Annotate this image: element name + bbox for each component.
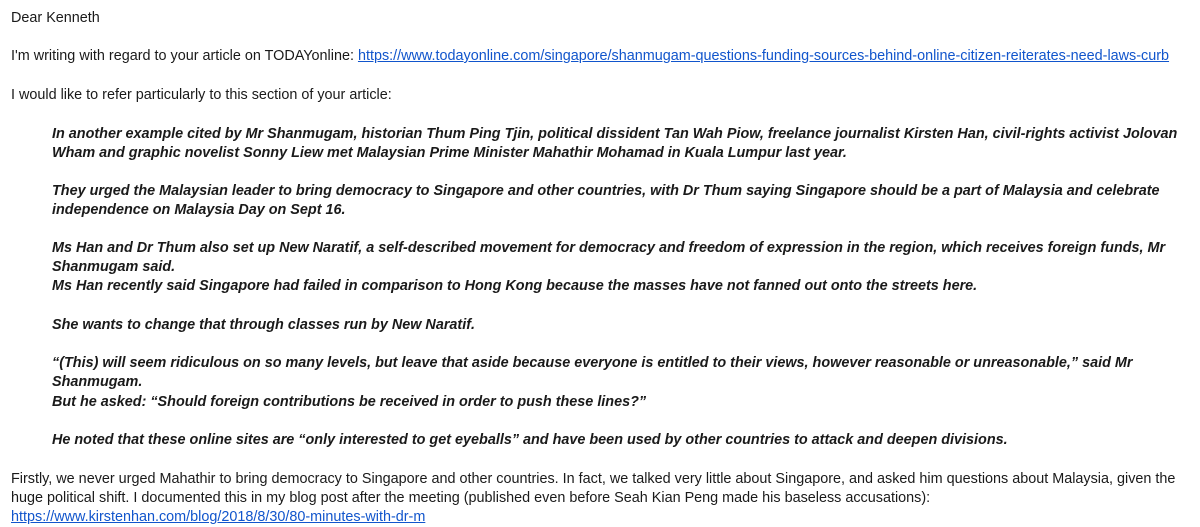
intro-paragraph — [11, 47, 1169, 66]
quote-paragraph-3: Ms Han and Dr Thum also set up New Naratif, a self-described movement for democracy and freedom of expression in the region, which receives foreign funds, Mr Shanmugam said. — [52, 240, 1166, 275]
refer-paragraph: I would like to refer particularly to this section of your article: — [11, 87, 392, 103]
quote-paragraph-2: They urged the Malaysian leader to bring democracy to Singapore and other countries, with Dr Thum saying Singapore should be a part of Malaysia and celebrate independence on Malaysia Day on Sept 16. — [52, 183, 1160, 218]
greeting: Dear Kenneth — [11, 10, 100, 26]
blog-post-link[interactable]: https://www.kirstenhan.com/blog/2018/8/30/80-minutes-with-dr-m — [11, 509, 426, 525]
quote-paragraph-6: “(This) will seem ridiculous on so many levels, but leave that aside because everyone is entitled to their views, however reasonable or unreasonable,” said Mr Shanmugam. — [52, 355, 1133, 390]
quote-paragraph-1: In another example cited by Mr Shanmugam, historian Thum Ping Tjin, political dissident Tan Wah Piow, freelance journalist Kirsten Han, civil-rights activist Jolovan Wham and graphic novelist Sonny Liew met Malaysian Prime Minister Mahathir Mohamad in Kuala Lumpur last year. — [52, 126, 1178, 161]
closing-paragraph — [11, 470, 1196, 527]
quote-paragraph-4: Ms Han recently said Singapore had failed in comparison to Hong Kong because the masses have not fanned out onto the streets here. — [52, 278, 978, 294]
quote-paragraph-5: She wants to change that through classes run by New Naratif. — [52, 317, 476, 333]
quote-paragraph-8: He noted that these online sites are “only interested to get eyeballs” and have been used by other countries to attack and deepen divisions. — [52, 432, 1008, 448]
closing-text: Firstly, we never urged Mahathir to bring democracy to Singapore and other countries. In fact, we talked very little about Singapore, and asked him questions about Malaysia, given the huge political shift. I documented this in my blog post after the meeting (published even before Seah Kian Peng made his baseless accusations): — [11, 471, 1176, 506]
intro-text: I'm writing with regard to your article on TODAYonline: — [11, 48, 358, 64]
todayonline-article-link[interactable]: https://www.todayonline.com/singapore/shanmugam-questions-funding-sources-behind-online-citizen-reiterates-need-laws-curb — [357, 48, 1170, 64]
quote-paragraph-7: But he asked: “Should foreign contributions be received in order to push these lines?” — [52, 394, 647, 410]
